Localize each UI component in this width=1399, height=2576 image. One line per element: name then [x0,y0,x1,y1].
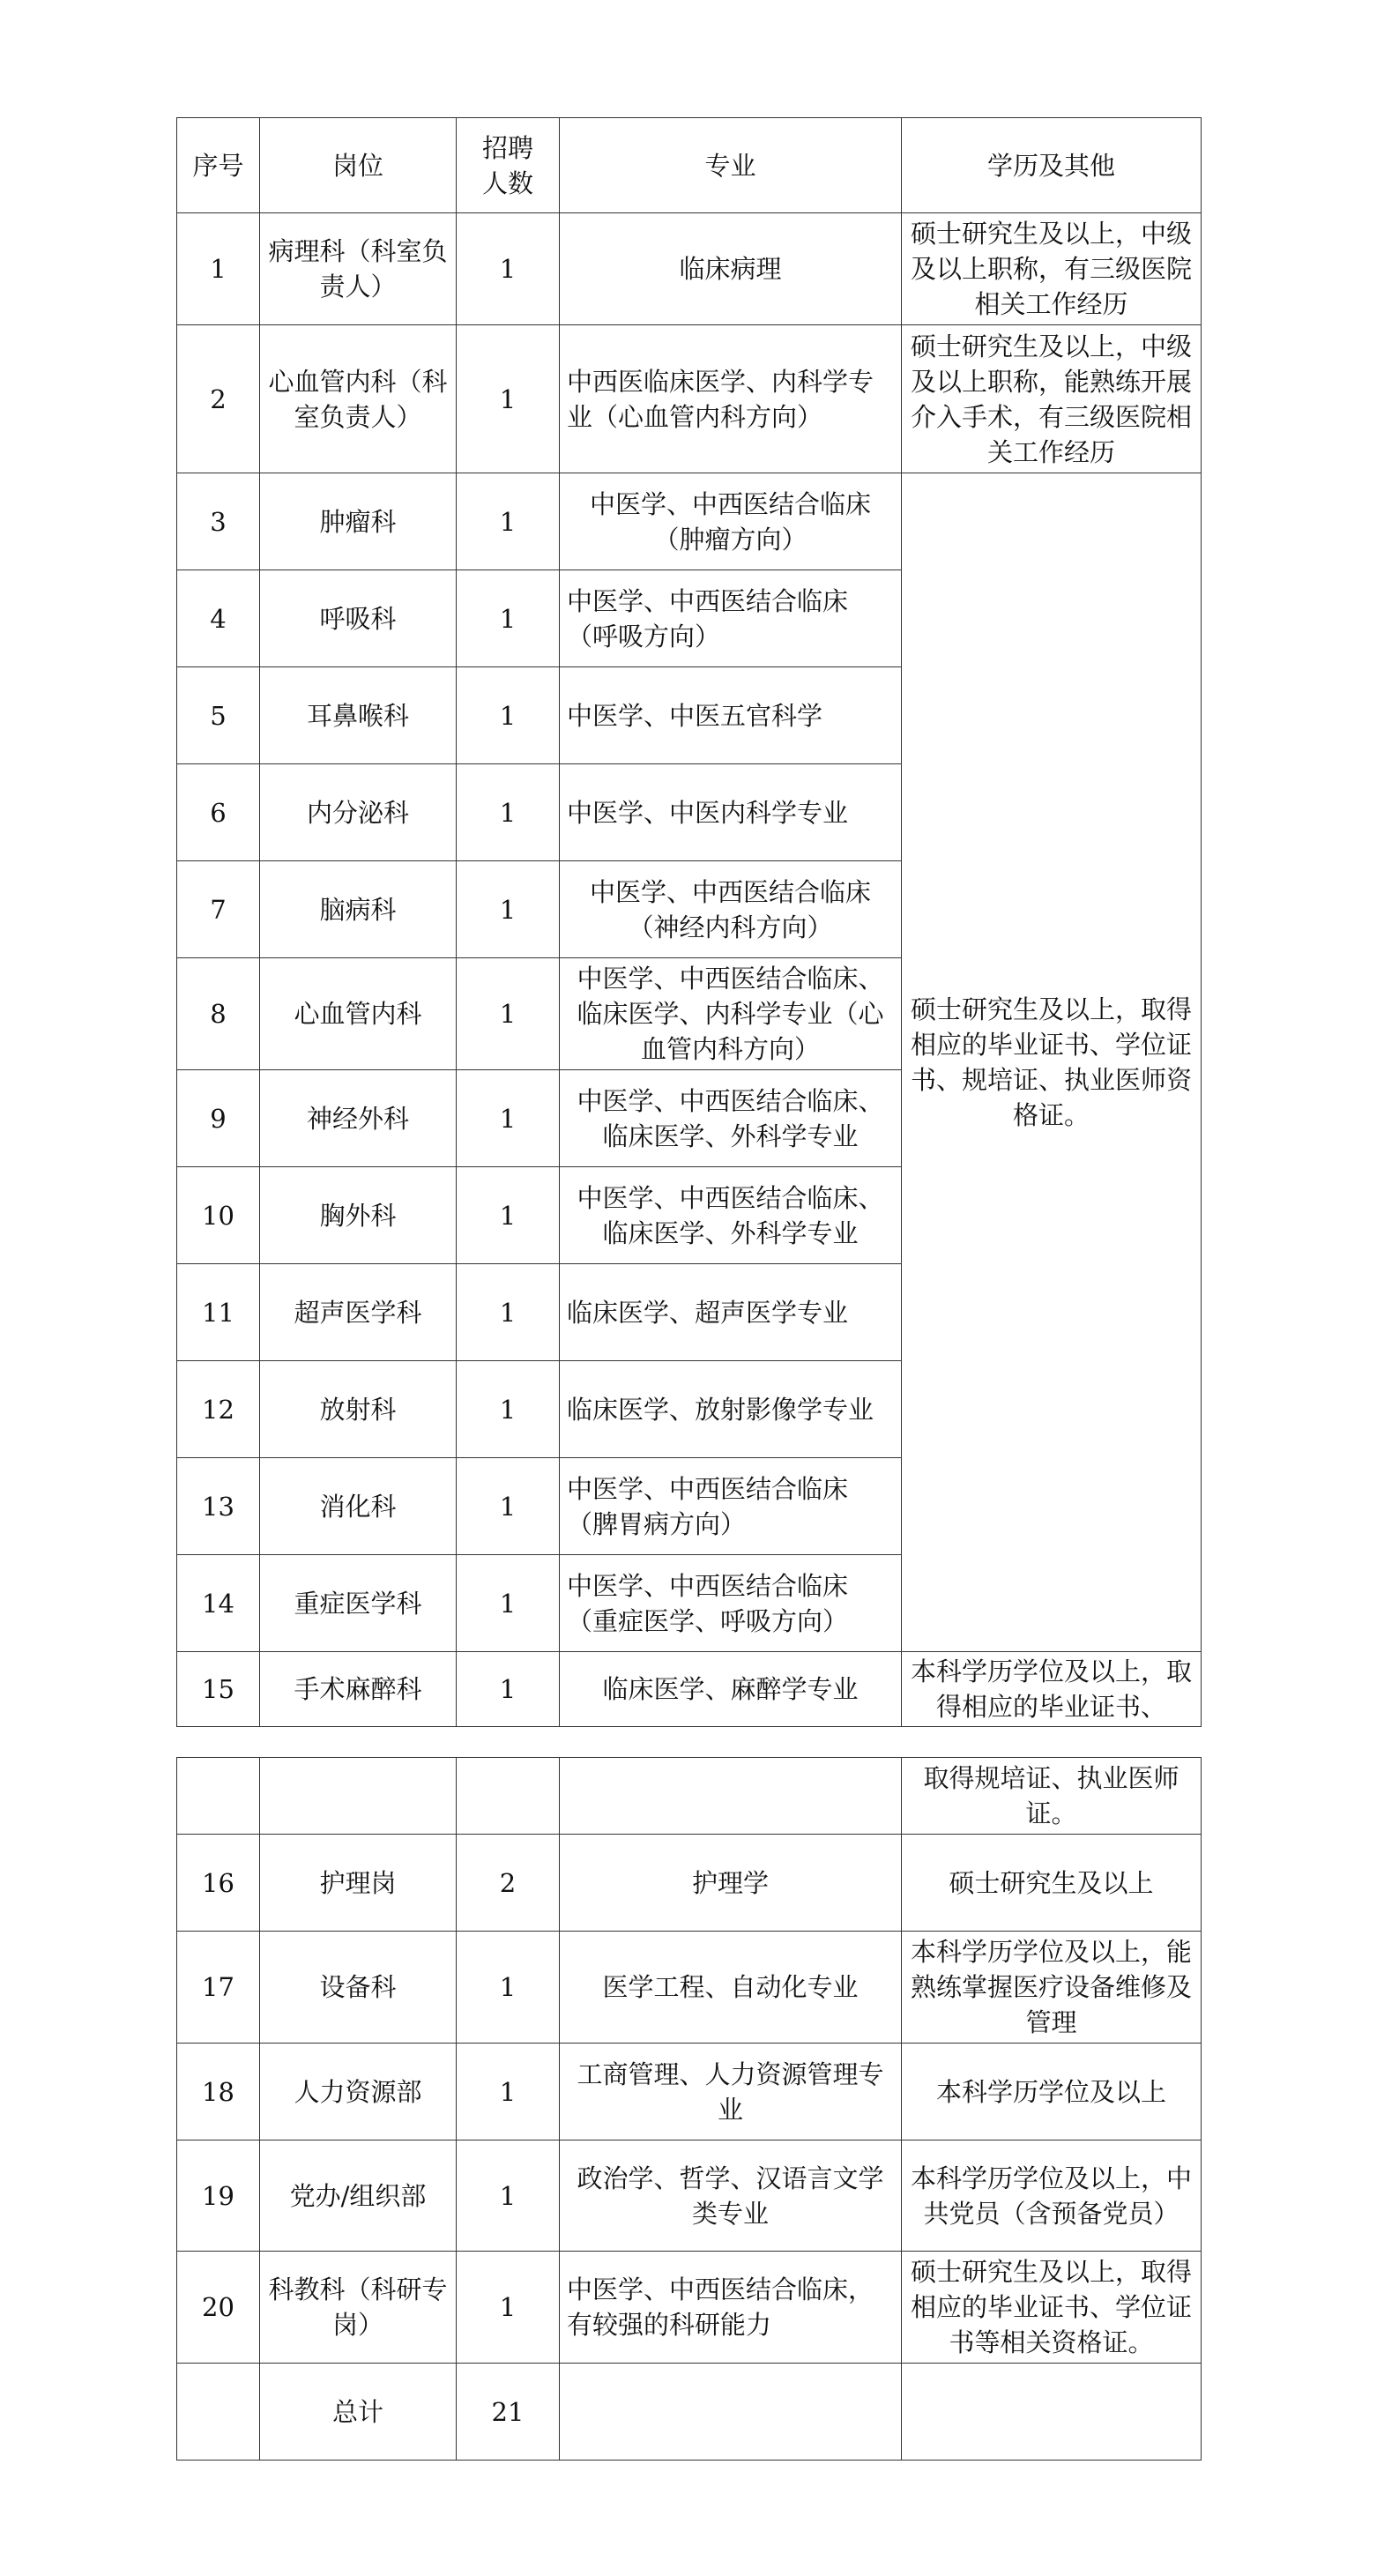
cell-position: 护理岗 [260,1835,457,1932]
cell-major: 政治学、哲学、汉语言文学类专业 [560,2140,902,2252]
cell-major: 中医学、中医五官科学 [560,667,902,764]
cell-count: 1 [457,1070,560,1167]
cell-count: 1 [457,1932,560,2044]
cell-major: 中医学、中西医结合临床（呼吸方向） [560,570,902,667]
cell-position: 人力资源部 [260,2044,457,2140]
cell-count: 1 [457,570,560,667]
recruitment-table-part2 [176,1757,1202,2461]
cell-seq: 5 [177,667,260,764]
total-count: 21 [457,2364,560,2461]
cell-position: 呼吸科 [260,570,457,667]
cell-seq: 10 [177,1167,260,1264]
cell-count: 1 [457,2140,560,2252]
cell-count: 1 [457,1167,560,1264]
cell-count: 1 [457,1555,560,1652]
cell-edu: 硕士研究生及以上，中级及以上职称，有三级医院相关工作经历 [902,213,1202,325]
cell-seq: 7 [177,861,260,958]
cell-edu-merged: 硕士研究生及以上，取得相应的毕业证书、学位证书、规培证、执业医师资格证。 [902,473,1202,1652]
cell-count: 1 [457,1458,560,1555]
cell-major: 中医学、中西医结合临床，有较强的科研能力 [560,2252,902,2364]
cell-seq: 14 [177,1555,260,1652]
cell-count: 1 [457,1264,560,1361]
table-row [177,2044,1202,2140]
cell-seq: 9 [177,1070,260,1167]
cell-position: 肿瘤科 [260,473,457,570]
cell-seq: 15 [177,1652,260,1727]
cell-count: 2 [457,1835,560,1932]
cell-edu: 硕士研究生及以上，中级及以上职称，能熟练开展介入手术，有三级医院相关工作经历 [902,325,1202,473]
cell-major: 临床医学、超声医学专业 [560,1264,902,1361]
cell-seq: 3 [177,473,260,570]
cell-seq: 11 [177,1264,260,1361]
table-row [177,2252,1202,2364]
header-count: 招聘人数 [457,118,560,213]
cell-edu: 本科学历学位及以上，中共党员（含预备党员） [902,2140,1202,2252]
cell-position: 手术麻醉科 [260,1652,457,1727]
cell-seq: 13 [177,1458,260,1555]
cell-major: 临床医学、麻醉学专业 [560,1652,902,1727]
cell-seq: 6 [177,764,260,861]
cell-major: 工商管理、人力资源管理专业 [560,2044,902,2140]
cell-major: 中医学、中西医结合临床（重症医学、呼吸方向） [560,1555,902,1652]
header-position: 岗位 [260,118,457,213]
cell-seq: 18 [177,2044,260,2140]
cell-count: 1 [457,667,560,764]
cell-major: 中医学、中医内科学专业 [560,764,902,861]
cell-seq: 16 [177,1835,260,1932]
cell-count: 1 [457,213,560,325]
cell-position: 耳鼻喉科 [260,667,457,764]
cell-position: 病理科（科室负责人） [260,213,457,325]
cell-seq: 17 [177,1932,260,2044]
cell-major: 中医学、中西医结合临床（神经内科方向） [560,861,902,958]
cell-position: 内分泌科 [260,764,457,861]
cell-count: 1 [457,473,560,570]
cell-seq: 1 [177,213,260,325]
cell-edu-continued: 取得规培证、执业医师证。 [902,1758,1202,1835]
cell-major: 临床病理 [560,213,902,325]
cell-position: 心血管内科（科室负责人） [260,325,457,473]
cell-edu: 本科学历学位及以上，能熟练掌握医疗设备维修及管理 [902,1932,1202,2044]
table-row [177,213,1202,325]
header-row [177,118,1202,213]
header-edu: 学历及其他 [902,118,1202,213]
header-major: 专业 [560,118,902,213]
cell-major: 中医学、中西医结合临床（脾胃病方向） [560,1458,902,1555]
table-row [177,473,1202,570]
cell-count: 1 [457,325,560,473]
table-row [177,1932,1202,2044]
cell-position: 消化科 [260,1458,457,1555]
cell-count: 1 [457,1652,560,1727]
cell-seq: 19 [177,2140,260,2252]
cell-position: 脑病科 [260,861,457,958]
cell-edu: 硕士研究生及以上，取得相应的毕业证书、学位证书等相关资格证。 [902,2252,1202,2364]
table-row-continued [177,1758,1202,1835]
cell-edu: 硕士研究生及以上 [902,1835,1202,1932]
cell-edu: 本科学历学位及以上 [902,2044,1202,2140]
cell-major: 医学工程、自动化专业 [560,1932,902,2044]
cell-position: 心血管内科 [260,958,457,1070]
cell-seq: 12 [177,1361,260,1458]
cell-major: 中医学、中西医结合临床、临床医学、内科学专业（心血管内科方向） [560,958,902,1070]
recruitment-table-part1 [176,117,1202,1727]
cell-position: 神经外科 [260,1070,457,1167]
cell-major: 中医学、中西医结合临床、临床医学、外科学专业 [560,1070,902,1167]
table-row [177,1652,1202,1727]
cell-count: 1 [457,861,560,958]
cell-position: 超声医学科 [260,1264,457,1361]
cell-count: 1 [457,2044,560,2140]
cell-position: 党办/组织部 [260,2140,457,2252]
cell-seq: 2 [177,325,260,473]
cell-position: 设备科 [260,1932,457,2044]
header-seq: 序号 [177,118,260,213]
cell-major: 护理学 [560,1835,902,1932]
cell-count: 1 [457,764,560,861]
cell-position: 科教科（科研专岗） [260,2252,457,2364]
cell-seq: 20 [177,2252,260,2364]
cell-edu: 本科学历学位及以上，取得相应的毕业证书、 [902,1652,1202,1727]
cell-major: 临床医学、放射影像学专业 [560,1361,902,1458]
cell-major: 中西医临床医学、内科学专业（心血管内科方向） [560,325,902,473]
cell-count: 1 [457,2252,560,2364]
table-row [177,325,1202,473]
cell-major: 中医学、中西医结合临床（肿瘤方向） [560,473,902,570]
cell-position: 重症医学科 [260,1555,457,1652]
cell-position: 胸外科 [260,1167,457,1264]
total-row [177,2364,1202,2461]
cell-seq: 4 [177,570,260,667]
cell-position: 放射科 [260,1361,457,1458]
cell-count: 1 [457,1361,560,1458]
table-row [177,2140,1202,2252]
cell-seq: 8 [177,958,260,1070]
total-label: 总计 [260,2364,457,2461]
cell-major: 中医学、中西医结合临床、临床医学、外科学专业 [560,1167,902,1264]
cell-count: 1 [457,958,560,1070]
table-row [177,1835,1202,1932]
